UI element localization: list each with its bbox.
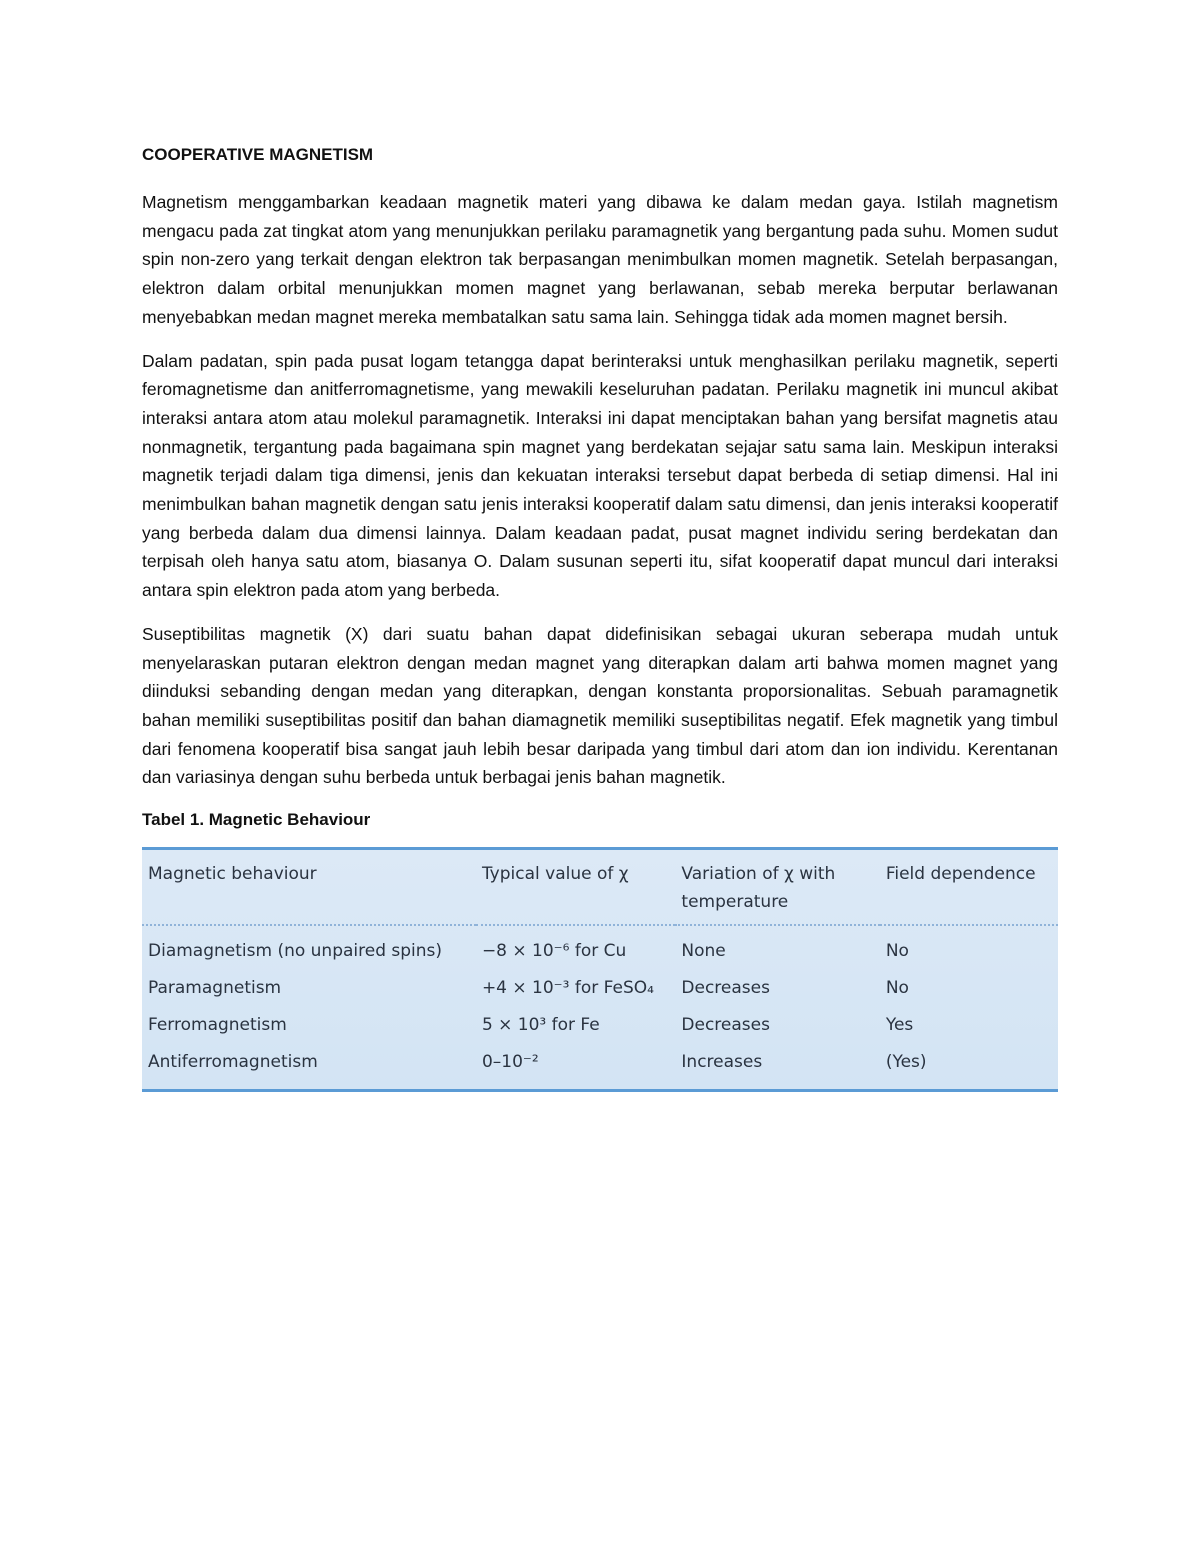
cell-variation: None (681, 941, 726, 962)
header-field-dependence: Field dependence (880, 850, 1058, 925)
cell-field-dependence: No (885, 941, 909, 962)
cell-typical-value: 0–10⁻² (481, 1052, 539, 1073)
cell-field-dependence: No (885, 978, 909, 999)
paragraph-3: Suseptibilitas magnetik (X) dari suatu bahan dapat didefinisikan sebagai ukuran seberapa mudah untuk menyelaraskan putaran elektron dengan medan magnet yang diterapkan dalam arti bahwa momen magnet yang diinduksi sebanding dengan medan yang diterapkan, dengan konstanta proporsionalitas. Sebuah paramagnetik bahan memiliki suseptibilitas positif dan bahan diamagnetik memiliki suseptibilitas negatif. Efek magnetik yang timbul dari fenomena kooperatif bisa sangat jauh lebih besar daripada yang timbul dari atom dan ion individu. Kerentanan dan variasinya dengan suhu berbeda untuk berbagai jenis bahan magnetik. (142, 623, 1058, 788)
cell-variation: Decreases (681, 1015, 770, 1036)
table-caption: Tabel 1. Magnetic Behaviour (142, 810, 371, 830)
document-page (142, 140, 1058, 1092)
cell-behaviour: Antiferromagnetism (148, 1052, 318, 1073)
table-row (142, 1007, 1058, 1044)
cell-behaviour: Paramagnetism (148, 978, 282, 999)
header-variation-with-temperature: Variation of χ with temperature (675, 850, 879, 925)
cell-typical-value: −8 × 10⁻⁶ for Cu (481, 941, 627, 962)
magnetic-behaviour-table (142, 847, 1058, 1092)
paragraph-1: Magnetism menggambarkan keadaan magnetik materi yang dibawa ke dalam medan gaya. Istilah magnetism mengacu pada zat tingkat atom yang menunjukkan perilaku paramagnetik yang bergantung pada suhu. Momen sudut spin non-zero yang terkait dengan elektron tak berpasangan menimbulkan momen magnetik. Setelah berpasangan, elektron dalam orbital menunjukkan momen magnet yang berlawanan, sebab mereka berputar berlawanan menyebabkan medan magnet mereka membatalkan satu sama lain. Sehingga tidak ada momen magnet bersih. (142, 192, 1058, 327)
cell-typical-value: 5 × 10³ for Fe (481, 1015, 600, 1036)
cell-behaviour: Diamagnetism (no unpaired spins) (148, 941, 443, 962)
cell-variation: Decreases (681, 978, 770, 999)
table-header-row (142, 850, 1058, 925)
header-magnetic-behaviour: Magnetic behaviour (142, 850, 476, 925)
cell-variation: Increases (681, 1052, 763, 1073)
paragraph-2: Dalam padatan, spin pada pusat logam tetangga dapat berinteraksi untuk menghasilkan perilaku magnetik, seperti feromagnetisme dan anitferromagnetisme, yang mewakili keseluruhan padatan. Perilaku magnetik ini muncul akibat interaksi antara atom atau molekul paramagnetik. Interaksi ini dapat menciptakan bahan yang bersifat magnetis atau nonmagnetik, tergantung pada bagaimana spin magnet yang berdekatan sejajar satu sama lain. Meskipun interaksi magnetik terjadi dalam tiga dimensi, jenis dan kekuatan interaksi tersebut dapat berbeda di setiap dimensi. Hal ini menimbulkan bahan magnetik dengan satu jenis interaksi kooperatif dalam satu dimensi, dan jenis interaksi kooperatif yang berbeda dalam dua dimensi lainnya. Dalam keadaan padat, pusat magnet individu sering berdekatan dan terpisah oleh hanya satu atom, biasanya O. Dalam susunan seperti itu, sifat kooperatif dapat muncul dari interaksi antara spin elektron pada atom yang berbeda. (142, 350, 1058, 601)
cell-behaviour: Ferromagnetism (148, 1015, 287, 1036)
table-row (142, 925, 1058, 970)
cell-typical-value: +4 × 10⁻³ for FeSO₄ (481, 978, 654, 999)
table-row (142, 970, 1058, 1007)
cell-field-dependence: Yes (885, 1015, 914, 1036)
table-row (142, 1044, 1058, 1089)
cell-field-dependence: (Yes) (885, 1052, 927, 1073)
header-typical-value: Typical value of χ (476, 850, 675, 925)
document-title: COOPERATIVE MAGNETISM (142, 145, 374, 164)
